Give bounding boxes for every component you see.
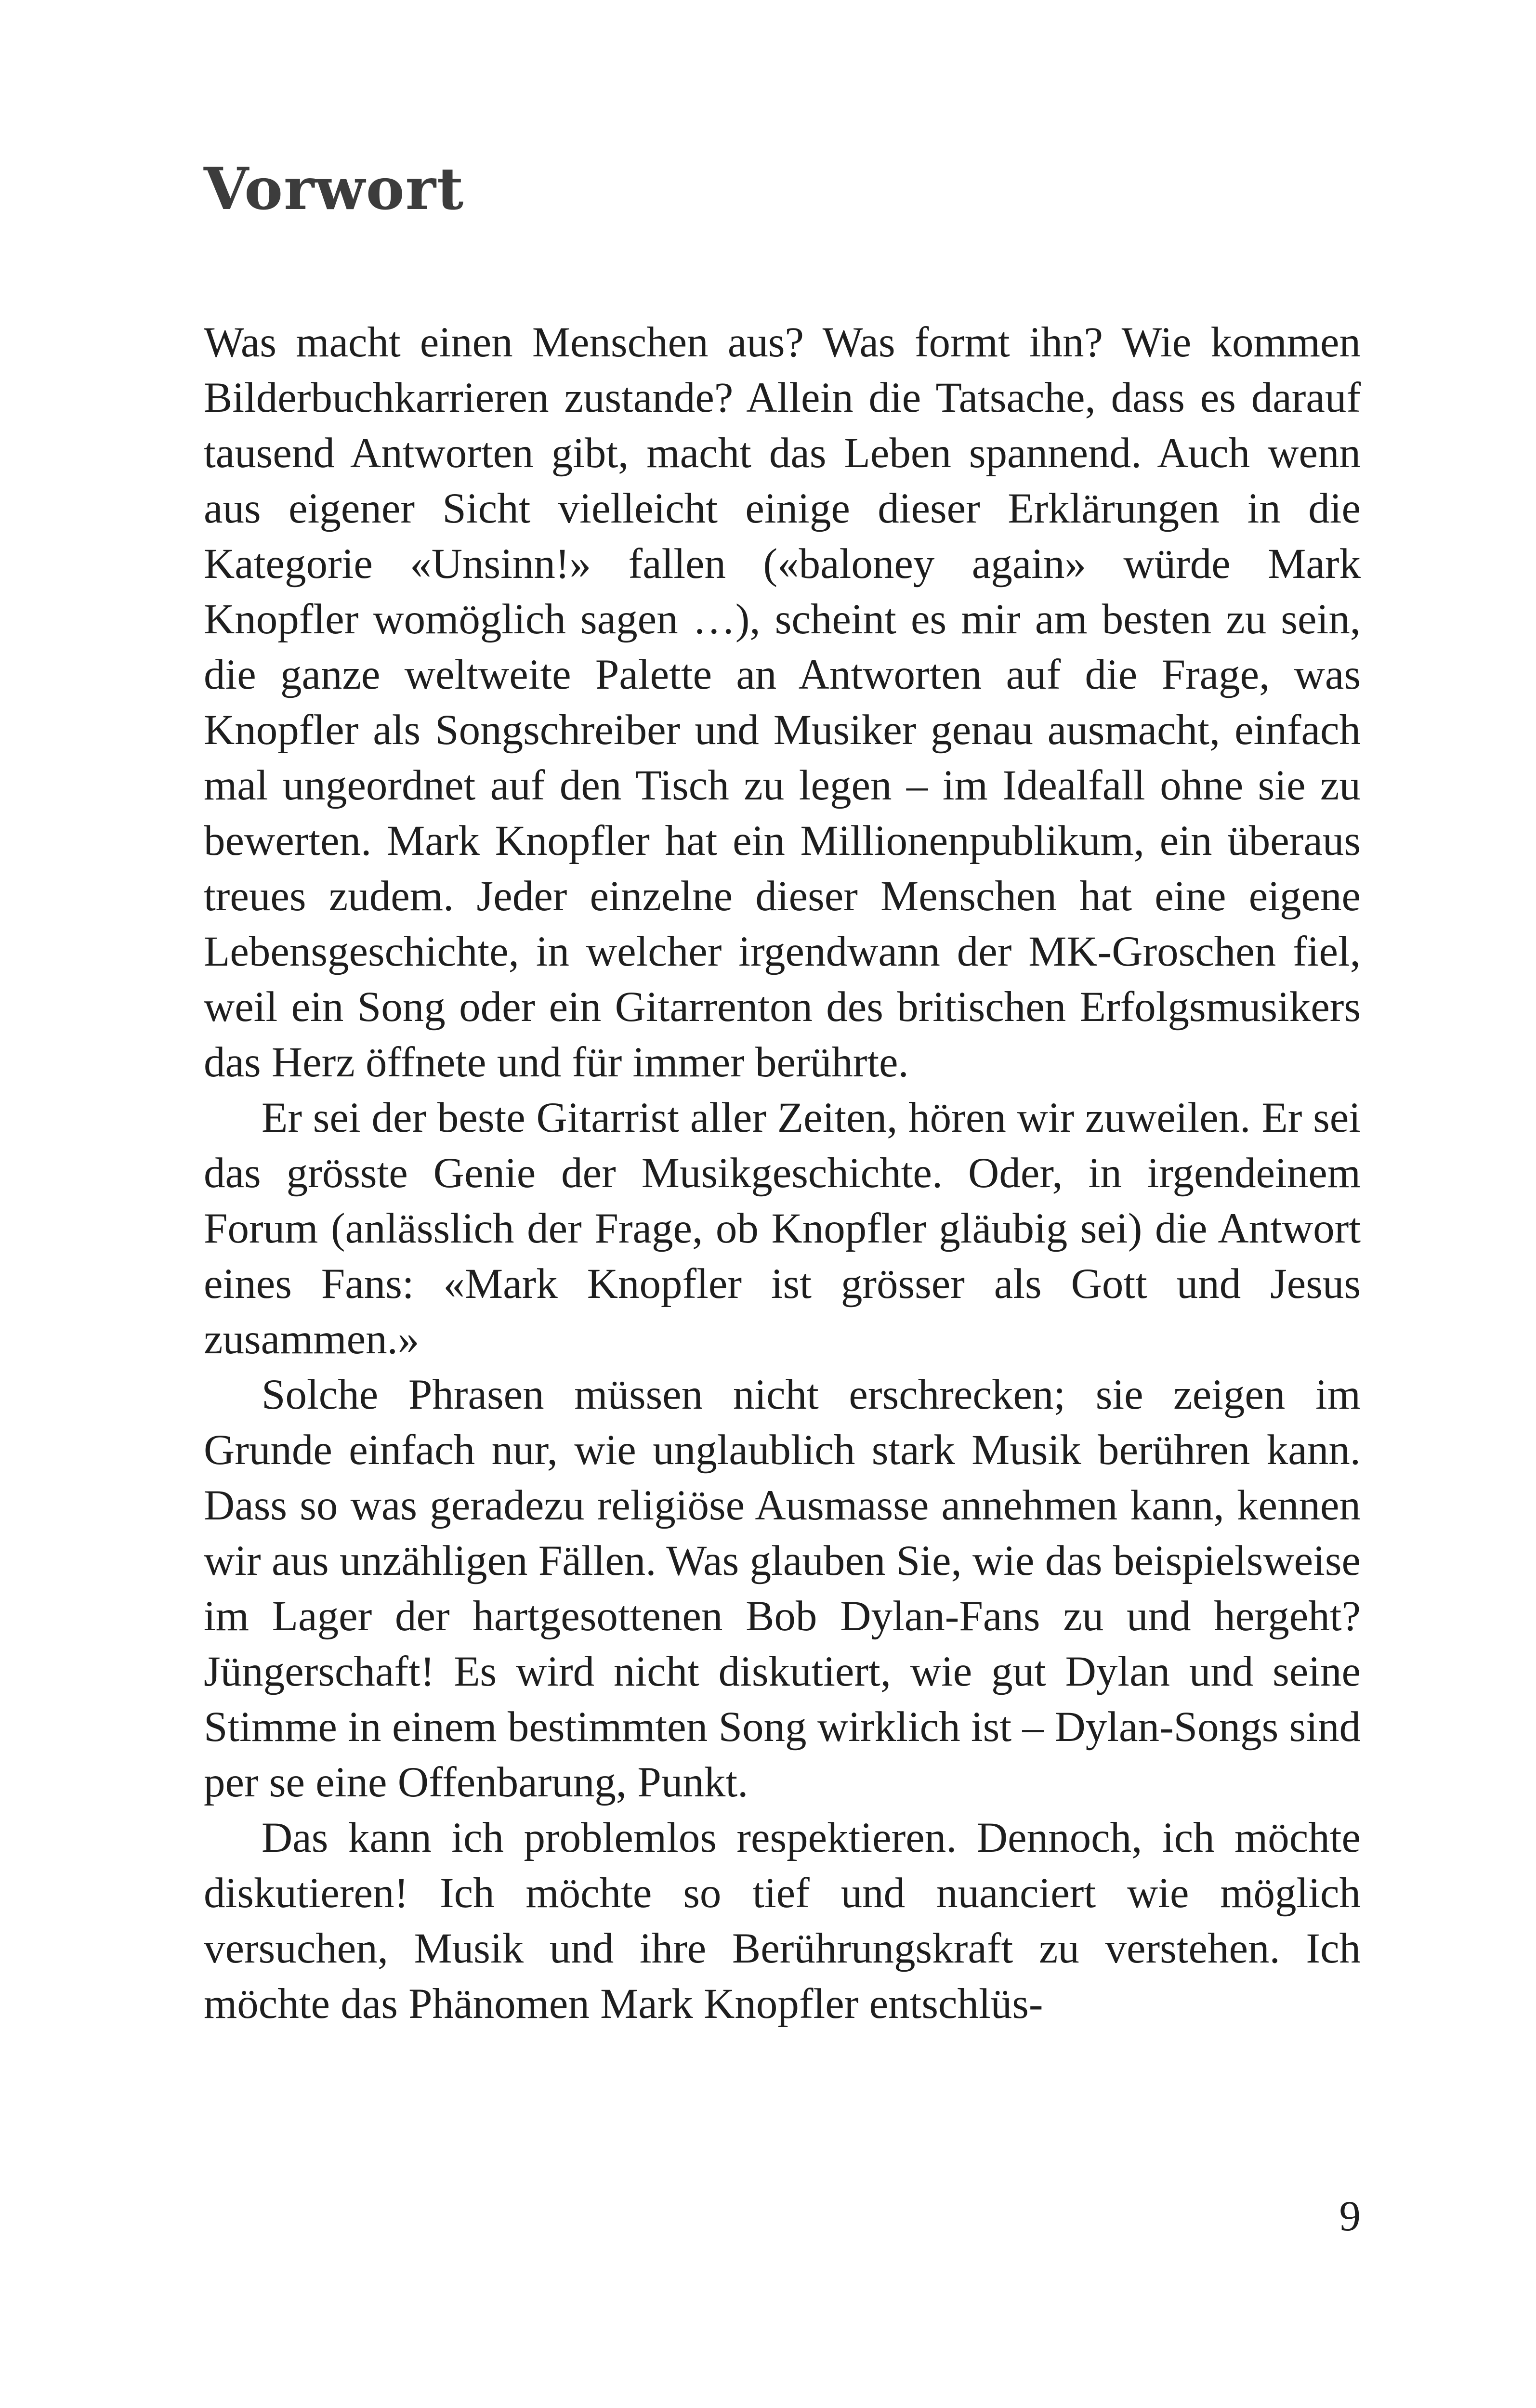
page-number: 9	[1339, 2193, 1361, 2240]
paragraph-1: Was macht einen Menschen aus? Was formt ihn? Wie kommen Bilderbuchkarrieren zustande? Allein die Tatsache, dass es darauf tausend Antworten gibt, macht das Leben spannend. Auch wenn aus eigener Sicht vielleicht einige dieser Erklärungen in die Kategorie «Unsinn!» fallen («baloney again» würde Mark Knopfler womöglich sagen …), scheint es mir am besten zu sein, die ganze weltweite Palette an Antworten auf die Frage, was Knopfler als Songschreiber und Musiker genau ausmacht, einfach mal ungeordnet auf den Tisch zu legen – im Idealfall ohne sie zu bewerten. Mark Knopfler hat ein Millionenpublikum, ein überaus treues zudem. Jeder einzelne dieser Menschen hat eine eigene Lebensgeschichte, in welcher irgendwann der MK-Groschen fiel, weil ein Song oder ein Gitarrenton des britischen Erfolgsmusikers das Herz öffnete und für immer berührte.	[204, 319, 1361, 1086]
paragraph-4: Das kann ich problemlos respektieren. Dennoch, ich möchte diskutieren! Ich möchte so tief und nuanciert wie möglich versuchen, Musik und ihre Berührungskraft zu verstehen. Ich möchte das Phänomen Mark Knopfler entschlüs-	[204, 1814, 1361, 2028]
body-text	[204, 315, 1361, 2032]
paragraph-2: Er sei der beste Gitarrist aller Zeiten, hören wir zuweilen. Er sei das grösste Genie der Musikgeschichte. Oder, in irgendeinem Forum (anlässlich der Frage, ob Knopfler gläubig sei) die Antwort eines Fans: «Mark Knopfler ist grösser als Gott und Jesus zusammen.»	[204, 1094, 1361, 1363]
paragraph-3: Solche Phrasen müssen nicht erschrecken; sie zeigen im Grunde einfach nur, wie unglaublich stark Musik berühren kann. Dass so was geradezu religiöse Ausmasse annehmen kann, kennen wir aus unzähligen Fällen. Was glauben Sie, wie das beispielsweise im Lager der hartgesottenen Bob Dylan-Fans zu und hergeht? Jüngerschaft! Es wird nicht diskutiert, wie gut Dylan und seine Stimme in einem bestimmten Song wirklich ist – Dylan-Songs sind per se eine Offenbarung, Punkt.	[204, 1371, 1361, 1806]
chapter-title: Vorwort	[204, 155, 465, 223]
